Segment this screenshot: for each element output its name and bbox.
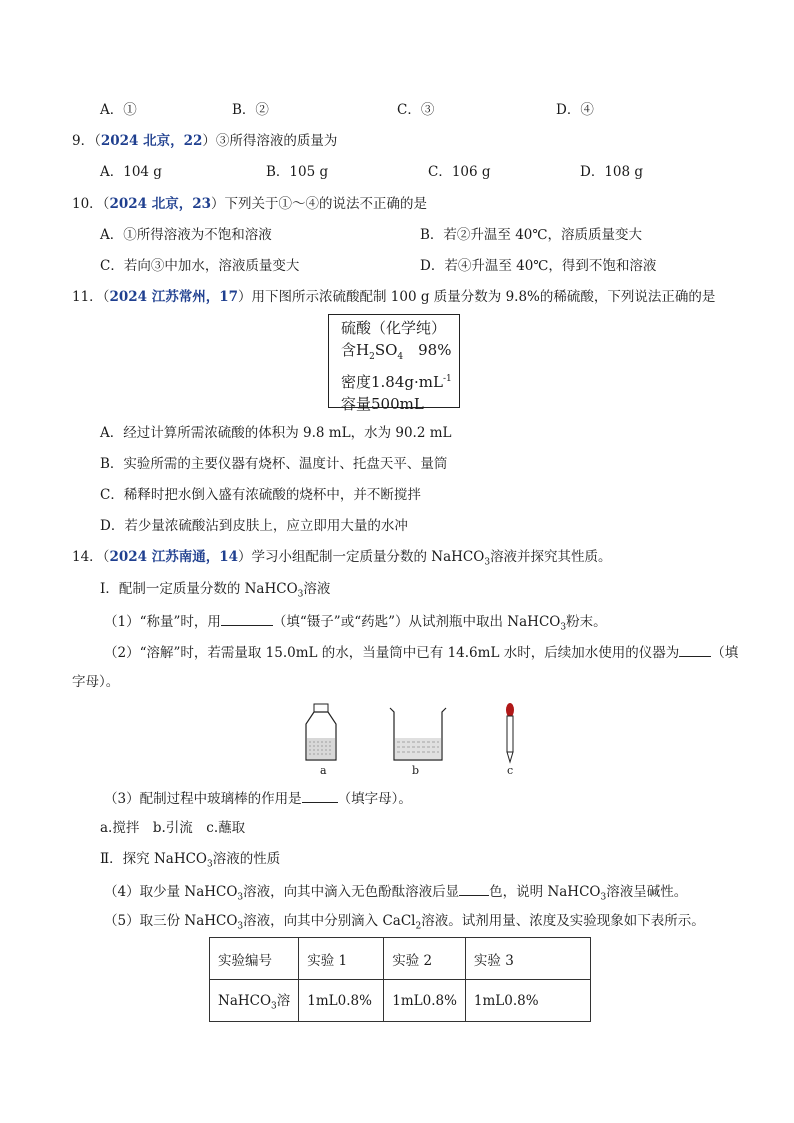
answer-blank-4[interactable] xyxy=(459,881,489,896)
q8-option-d: D．④ xyxy=(556,102,594,118)
q10-source-tag: 2024 北京，23 xyxy=(109,196,211,212)
q10-number: 10．（ xyxy=(72,196,110,212)
q11-option-a: A．经过计算所需浓硫酸的体积为 9.8 mL，水为 90.2 mL xyxy=(100,425,452,441)
figure-label-b: b xyxy=(412,764,420,777)
q11-option-c: C．稀释时把水倒入盛有浓硫酸的烧杯中，并不断搅拌 xyxy=(100,487,421,503)
figure-label-c: c xyxy=(507,764,514,777)
q14-subq2-cont: 字母）。 xyxy=(72,674,120,690)
q14-subq5: （5）取三份 NaHCO$_3$溶液，向其中分别滴入 CaCl$_2$溶液。试剂用量、浓度及实验现象如下表所示。 xyxy=(104,913,705,932)
q14-part1-heading: Ⅰ．配制一定质量分数的 NaHCO$_3$溶液 xyxy=(100,581,331,600)
q8-option-a: A．① xyxy=(100,102,137,118)
table-header-cell: 实验编号 xyxy=(210,938,299,980)
q9-option-a: A．104 g xyxy=(100,164,162,180)
q9-source-tag: 2024 北京，22 xyxy=(100,133,203,149)
q11-option-b: B．实验所需的主要仪器有烧杯、温度计、托盘天平、量筒 xyxy=(100,456,448,472)
q9-text: ）③所得溶液的质量为 xyxy=(202,133,338,149)
answer-blank-2[interactable] xyxy=(679,642,711,657)
table-header-cell: 实验 3 xyxy=(465,938,590,980)
figure-label-a: a xyxy=(320,764,327,777)
table-cell: 1mL0.8% xyxy=(384,980,466,1022)
table-row-label: NaHCO$_3$溶 xyxy=(210,980,299,1022)
q10-option-c: C．若向③中加水，溶液质量变大 xyxy=(100,258,300,274)
q10-option-b: B．若②升温至 40℃，溶质质量变大 xyxy=(420,227,642,243)
q14-part2-heading: Ⅱ．探究 NaHCO$_3$溶液的性质 xyxy=(100,851,281,870)
table-header-cell: 实验 1 xyxy=(299,938,384,980)
table-cell: 1mL0.8% xyxy=(465,980,590,1022)
q14-subq3-choices: a.搅拌 b.引流 c.蘸取 xyxy=(100,820,246,836)
q14-number: 14．（ xyxy=(72,549,110,565)
q10-option-a: A．①所得溶液为不饱和溶液 xyxy=(100,227,272,243)
q14-stem: 14．（2024 江苏南通，14）学习小组配制一定质量分数的 NaHCO$_3$溶液并探究其性质。 xyxy=(72,549,612,568)
label-line-density: 密度$1.84g\cdot mL^{-1}$ xyxy=(341,373,452,391)
q14-subq4: （4）取少量 NaHCO$_3$溶液，向其中滴入无色酚酞溶液后显 色，说明 NaHCO$_3$溶液呈碱性。 xyxy=(104,881,687,907)
sulfuric-acid-label xyxy=(328,314,460,413)
table-row xyxy=(210,980,591,1022)
label-line-name: 硫酸（化学纯） xyxy=(341,319,447,337)
q8-option-c: C．③ xyxy=(397,102,435,118)
table-header-row xyxy=(210,938,591,980)
label-line-volume: 容量500mL xyxy=(341,395,424,413)
experiment-table xyxy=(209,937,591,1022)
q9-option-d: D．108 g xyxy=(580,164,644,180)
answer-blank-1[interactable] xyxy=(221,611,273,626)
table-cell: 1mL0.8% xyxy=(299,980,384,1022)
answer-blank-3[interactable] xyxy=(302,788,338,803)
q10-text: ）下列关于①～④的说法不正确的是 xyxy=(211,196,427,212)
q9-option-c: C．106 g xyxy=(428,164,491,180)
apparatus-figure xyxy=(296,700,526,766)
q14-subq2: （2）“溶解”时，若需量取 15.0mL 的水，当量筒中已有 14.6mL 水时，后续加水使用的仪器为 （填 xyxy=(104,642,738,662)
q10-stem xyxy=(72,195,427,213)
q11-text: ）用下图所示浓硫酸配制 100 g 质量分数为 9.8%的稀硫酸，下列说法正确的是 xyxy=(238,289,716,305)
reagent-bottle-icon xyxy=(306,704,336,760)
beaker-icon xyxy=(390,708,446,760)
dropper-icon xyxy=(506,703,514,762)
q14-subq3: （3）配制过程中玻璃棒的作用是 （填字母）。 xyxy=(104,788,412,808)
q9-stem xyxy=(72,132,337,150)
q8-option-b: B．② xyxy=(232,102,269,118)
q11-source-tag: 2024 江苏常州，17 xyxy=(109,289,238,305)
q11-number: 11．（ xyxy=(72,289,110,305)
q10-option-d: D．若④升温至 40℃，得到不饱和溶液 xyxy=(420,258,657,274)
q11-option-d: D．若少量浓硫酸沾到皮肤上，应立即用大量的水冲 xyxy=(100,518,408,534)
q11-stem xyxy=(72,288,715,306)
q14-subq1: （1）“称量”时，用 （填“镊子”或“药匙”）从试剂瓶中取出 NaHCO$_3$粉末。 xyxy=(104,611,607,637)
q9-option-b: B．105 g xyxy=(266,164,329,180)
table-header-cell: 实验 2 xyxy=(384,938,466,980)
q14-source-tag: 2024 江苏南通，14 xyxy=(109,549,238,565)
q9-number: 9．（ xyxy=(72,133,101,149)
label-line-content: 含$H_2SO_4$ 98% xyxy=(341,341,452,362)
